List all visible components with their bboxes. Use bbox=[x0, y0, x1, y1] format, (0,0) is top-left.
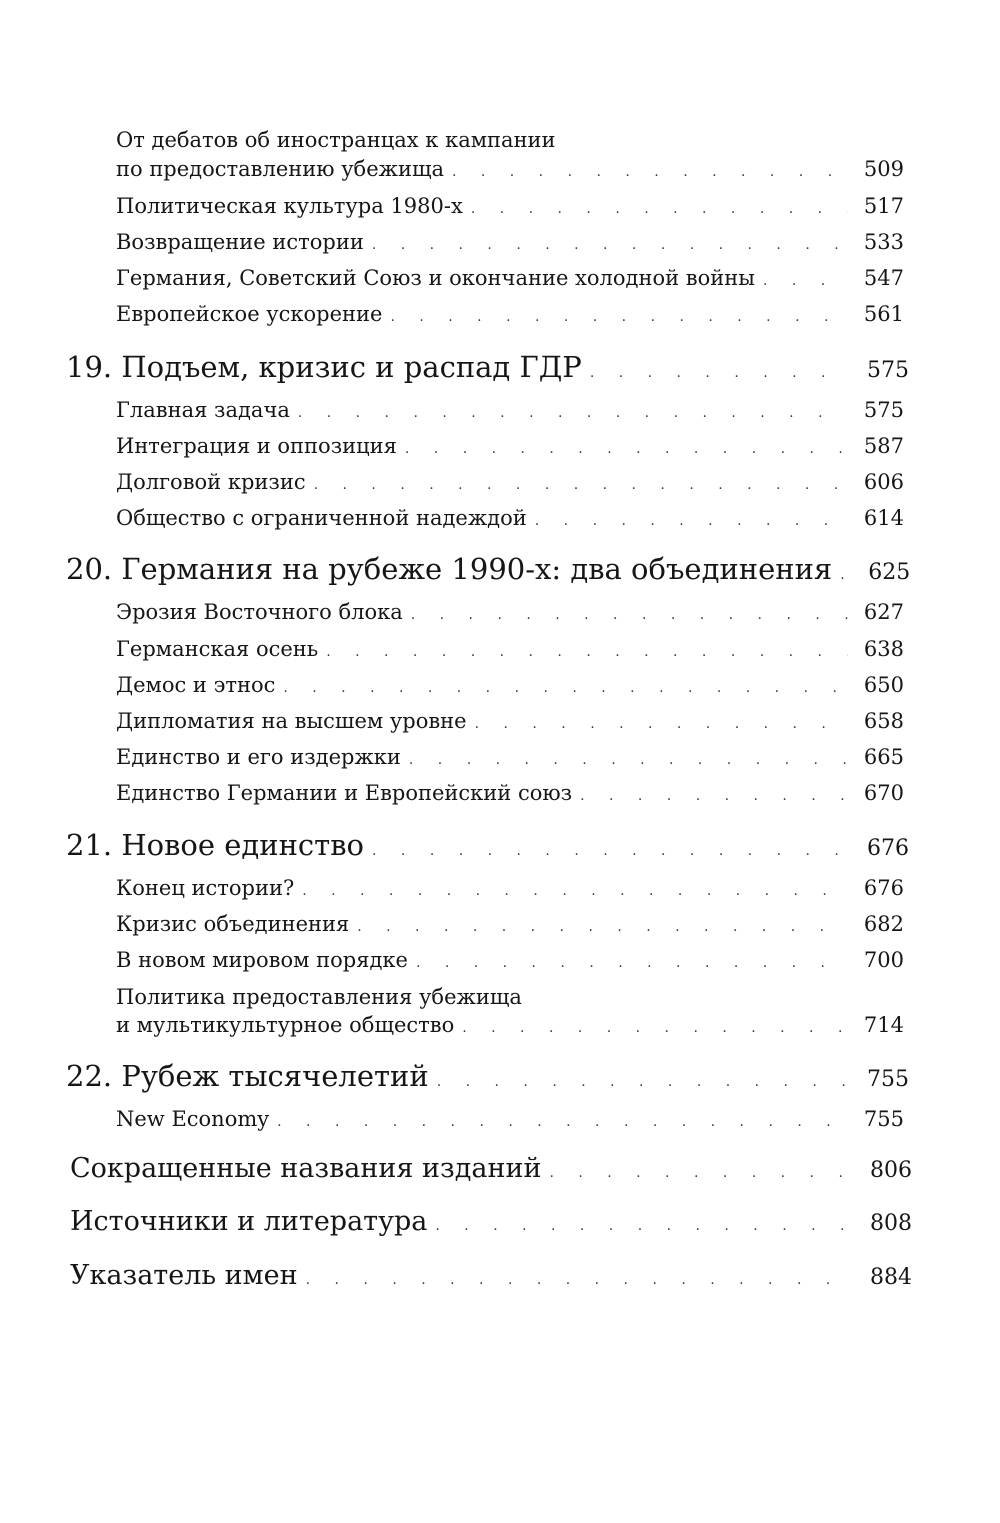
dot-leader bbox=[411, 607, 848, 623]
dot-leader bbox=[298, 405, 848, 421]
toc-chapter-entry[interactable] bbox=[66, 350, 909, 384]
toc-page-number: 627 bbox=[863, 600, 904, 624]
toc-entry-title: Конец истории? bbox=[116, 876, 295, 900]
dot-leader bbox=[314, 477, 848, 493]
toc-page-number: 806 bbox=[870, 1158, 912, 1183]
dot-leader bbox=[462, 1020, 848, 1036]
toc-entry-title: Демос и этнос bbox=[116, 673, 276, 697]
toc-entry-title: Единство и его издержки bbox=[116, 745, 401, 769]
toc-page-number: 676 bbox=[867, 836, 909, 861]
toc-entry[interactable] bbox=[116, 1013, 904, 1037]
toc-back-matter-title: Указатель имен bbox=[70, 1260, 298, 1291]
dot-leader bbox=[302, 883, 848, 899]
toc-page-number: 575 bbox=[863, 398, 904, 422]
toc-back-matter-entry[interactable] bbox=[70, 1153, 912, 1184]
toc-page-number: 547 bbox=[863, 266, 904, 290]
dot-leader bbox=[580, 788, 848, 804]
toc-entry-title: Дипломатия на высшем уровне bbox=[116, 709, 467, 733]
toc-entry[interactable] bbox=[116, 470, 904, 494]
dot-leader bbox=[372, 237, 848, 253]
toc-page-number: 625 bbox=[868, 560, 911, 585]
toc-entry-title: В новом мировом порядке bbox=[116, 948, 408, 972]
toc-page-number: 638 bbox=[863, 637, 904, 661]
dot-leader bbox=[435, 1218, 852, 1234]
toc-entry-title: Интеграция и оппозиция bbox=[116, 434, 397, 458]
toc-chapter-title: 21. Новое единство bbox=[66, 828, 365, 862]
toc-entry[interactable] bbox=[116, 302, 904, 326]
dot-leader bbox=[452, 164, 848, 180]
toc-page-number: 606 bbox=[863, 470, 904, 494]
toc-entry[interactable] bbox=[116, 912, 904, 936]
toc-chapter-title: 19. Подъем, кризис и распад ГДР bbox=[66, 350, 582, 384]
toc-entry-title-line bbox=[116, 985, 904, 1009]
toc-page-number: 561 bbox=[863, 302, 904, 326]
toc-page-number: 575 bbox=[867, 358, 909, 383]
dot-leader bbox=[416, 955, 848, 971]
toc-entry[interactable] bbox=[116, 398, 904, 422]
toc-entry[interactable] bbox=[116, 1107, 904, 1131]
toc-entry-title: Политическая культура 1980-х bbox=[116, 194, 463, 218]
toc-entry[interactable] bbox=[116, 600, 904, 624]
toc-entry[interactable] bbox=[116, 194, 904, 218]
dot-leader bbox=[390, 309, 848, 325]
toc-page-number: 587 bbox=[863, 434, 904, 458]
toc-back-matter-title: Сокращенные названия изданий bbox=[70, 1153, 542, 1184]
dot-leader bbox=[405, 441, 848, 457]
dot-leader bbox=[437, 1074, 849, 1090]
toc-entry[interactable] bbox=[116, 781, 904, 805]
toc-entry[interactable] bbox=[116, 876, 904, 900]
toc-entry[interactable] bbox=[116, 434, 904, 458]
toc-page-number: 755 bbox=[867, 1067, 909, 1092]
toc-entry[interactable] bbox=[116, 948, 904, 972]
dot-leader bbox=[763, 273, 848, 289]
toc-entry[interactable] bbox=[116, 745, 904, 769]
toc-entry[interactable] bbox=[116, 266, 904, 290]
dot-leader bbox=[409, 752, 848, 768]
toc-entry-title: Возвращение истории bbox=[116, 230, 364, 254]
toc-chapter-entry[interactable] bbox=[66, 552, 909, 586]
dot-leader bbox=[475, 716, 848, 732]
dot-leader bbox=[590, 365, 849, 381]
toc-entry[interactable] bbox=[116, 637, 904, 661]
toc-entry-title: От дебатов об иностранцах к кампании bbox=[116, 128, 556, 152]
dot-leader bbox=[535, 513, 848, 529]
dot-leader bbox=[326, 644, 848, 660]
dot-leader bbox=[306, 1272, 852, 1288]
dot-leader bbox=[357, 919, 848, 935]
toc-entry-title: Политика предоставления убежища bbox=[116, 985, 522, 1009]
toc-entry-title: Главная задача bbox=[116, 398, 290, 422]
dot-leader bbox=[277, 1114, 848, 1130]
toc-page-number: 682 bbox=[863, 912, 904, 936]
toc-entry-title: и мультикультурное общество bbox=[116, 1013, 455, 1037]
toc-entry-title: Германская осень bbox=[116, 637, 319, 661]
toc-page-number: 755 bbox=[863, 1107, 904, 1131]
toc-entry[interactable] bbox=[116, 230, 904, 254]
toc-page-number: 700 bbox=[863, 948, 904, 972]
toc-entry[interactable] bbox=[116, 709, 904, 733]
toc-page-number: 665 bbox=[863, 745, 904, 769]
toc-page-number: 509 bbox=[863, 157, 904, 181]
toc-chapter-entry[interactable] bbox=[66, 1059, 909, 1093]
toc-entry-title: Европейское ускорение bbox=[116, 302, 383, 326]
dot-leader bbox=[372, 843, 849, 859]
toc-entry-title: Общество с ограниченной надеждой bbox=[116, 506, 527, 530]
toc-page-number: 676 bbox=[863, 876, 904, 900]
toc-page-number: 670 bbox=[863, 781, 904, 805]
toc-page-number: 714 bbox=[863, 1013, 904, 1037]
toc-entry-title: Долговой кризис bbox=[116, 470, 306, 494]
toc-entry-title: New Economy bbox=[116, 1107, 270, 1131]
toc-entry-title-line bbox=[116, 128, 904, 152]
dot-leader bbox=[283, 680, 848, 696]
dot-leader bbox=[471, 201, 848, 217]
dot-leader bbox=[840, 567, 850, 583]
dot-leader bbox=[549, 1165, 852, 1181]
toc-entry[interactable] bbox=[116, 673, 904, 697]
toc-entry[interactable] bbox=[116, 506, 904, 530]
toc-entry-title: по предоставлению убежища bbox=[116, 157, 444, 181]
toc-back-matter-entry[interactable] bbox=[70, 1260, 912, 1291]
toc-page-number: 533 bbox=[863, 230, 904, 254]
toc-page-number: 808 bbox=[870, 1211, 912, 1236]
toc-entry-title: Эрозия Восточного блока bbox=[116, 600, 403, 624]
toc-back-matter-title: Источники и литература bbox=[70, 1206, 428, 1237]
toc-page-number: 614 bbox=[863, 506, 904, 530]
toc-entry-title: Кризис объединения bbox=[116, 912, 350, 936]
toc-back-matter-entry[interactable] bbox=[70, 1206, 912, 1237]
toc-chapter-entry[interactable] bbox=[66, 828, 909, 862]
toc-page-number: 517 bbox=[863, 194, 904, 218]
toc-chapter-title: 22. Рубеж тысячелетий bbox=[66, 1059, 429, 1093]
toc-page-number: 884 bbox=[870, 1265, 912, 1290]
toc-entry-title: Единство Германии и Европейский союз bbox=[116, 781, 573, 805]
toc-chapter-title: 20. Германия на рубеже 1990-х: два объединения bbox=[66, 552, 833, 586]
toc-page-number: 658 bbox=[863, 709, 904, 733]
toc-entry-title: Германия, Советский Союз и окончание холодной войны bbox=[116, 266, 755, 290]
toc-page-number: 650 bbox=[863, 673, 904, 697]
toc-entry[interactable] bbox=[116, 157, 904, 181]
